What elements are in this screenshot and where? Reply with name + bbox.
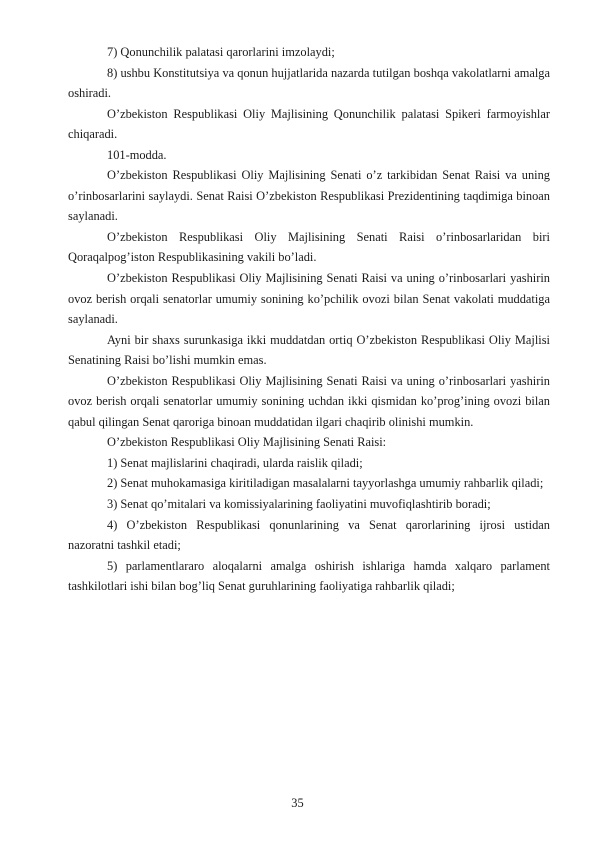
paragraph-5: O’zbekiston Respublikasi Oliy Majlisining Senati o’z tarkibidan Senat Raisi va uning o’rinbosarlarini saylaydi. Senat Raisi O’zbekiston Respublikasi Prezidentining taqdimiga binoan saylanadi. <box>68 168 550 224</box>
list-item-5: 5) parlamentlararo aloqalarni amalga oshirish ishlariga hamda xalqaro parlament tashkilotlari ishi bilan bog’liq Senat guruhlarining faoliyatiga rahbarlik qiladi; <box>68 558 550 594</box>
page-number: 35 <box>291 796 304 810</box>
paragraph-6: O’zbekiston Respublikasi Oliy Majlisining Senati Raisi o’rinbosarlaridan biri Qoraqalpog’iston Respublikasining vakili bo’ladi. <box>68 229 550 265</box>
article-heading: 101-modda. <box>107 147 167 162</box>
paragraph-2: 8) ushbu Konstitutsiya va qonun hujjatlarida nazarda tutilgan boshqa vakolatlarni amalga oshiradi. <box>68 65 550 101</box>
paragraph-10: O’zbekiston Respublikasi Oliy Majlisining Senati Raisi: <box>107 435 387 450</box>
paragraph-1: 7) Qonunchilik palatasi qarorlarini imzolaydi; <box>107 45 335 59</box>
paragraph-3: O’zbekiston Respublikasi Oliy Majlisining Qonunchilik palatasi Spikeri farmoyishlar chiqaradi. <box>68 106 550 142</box>
paragraph-8: Ayni bir shaxs surunkasiga ikki muddatdan ortiq O’zbekiston Respublikasi Oliy Majlisi Senatining Raisi bo’lishi mumkin emas. <box>68 332 550 368</box>
list-item-1: 1) Senat majlislarini chaqiradi, ularda raislik qiladi; <box>107 455 363 470</box>
paragraph-9: O’zbekiston Respublikasi Oliy Majlisining Senati Raisi va uning o’rinbosarlari yashirin ovoz berish orqali senatorlar umumiy sonining uchdan ikki qismidan ko’prog’ining ovozi bilan qabul qilingan Senat qaroriga binoan muddatidan ilgari chaqirib olinishi mumkin. <box>68 373 550 429</box>
paragraph-7: O’zbekiston Respublikasi Oliy Majlisining Senati Raisi va uning o’rinbosarlari yashirin ovoz berish orqali senatorlar umumiy sonining ko’pchilik ovozi bilan Senat vakolati muddatiga saylanadi. <box>68 271 550 327</box>
document-body <box>68 42 550 597</box>
list-item-3: 3) Senat qo’mitalari va komissiyalarining faoliyatini muvofiqlashtirib boradi; <box>107 497 491 512</box>
list-item-4: 4) O’zbekiston Respublikasi qonunlarining va Senat qarorlarining ijrosi ustidan nazoratni tashkil etadi; <box>68 517 550 553</box>
list-item-2: 2) Senat muhokamasiga kiritiladigan masalalarni tayyorlashga umumiy rahbarlik qiladi; <box>107 476 544 491</box>
